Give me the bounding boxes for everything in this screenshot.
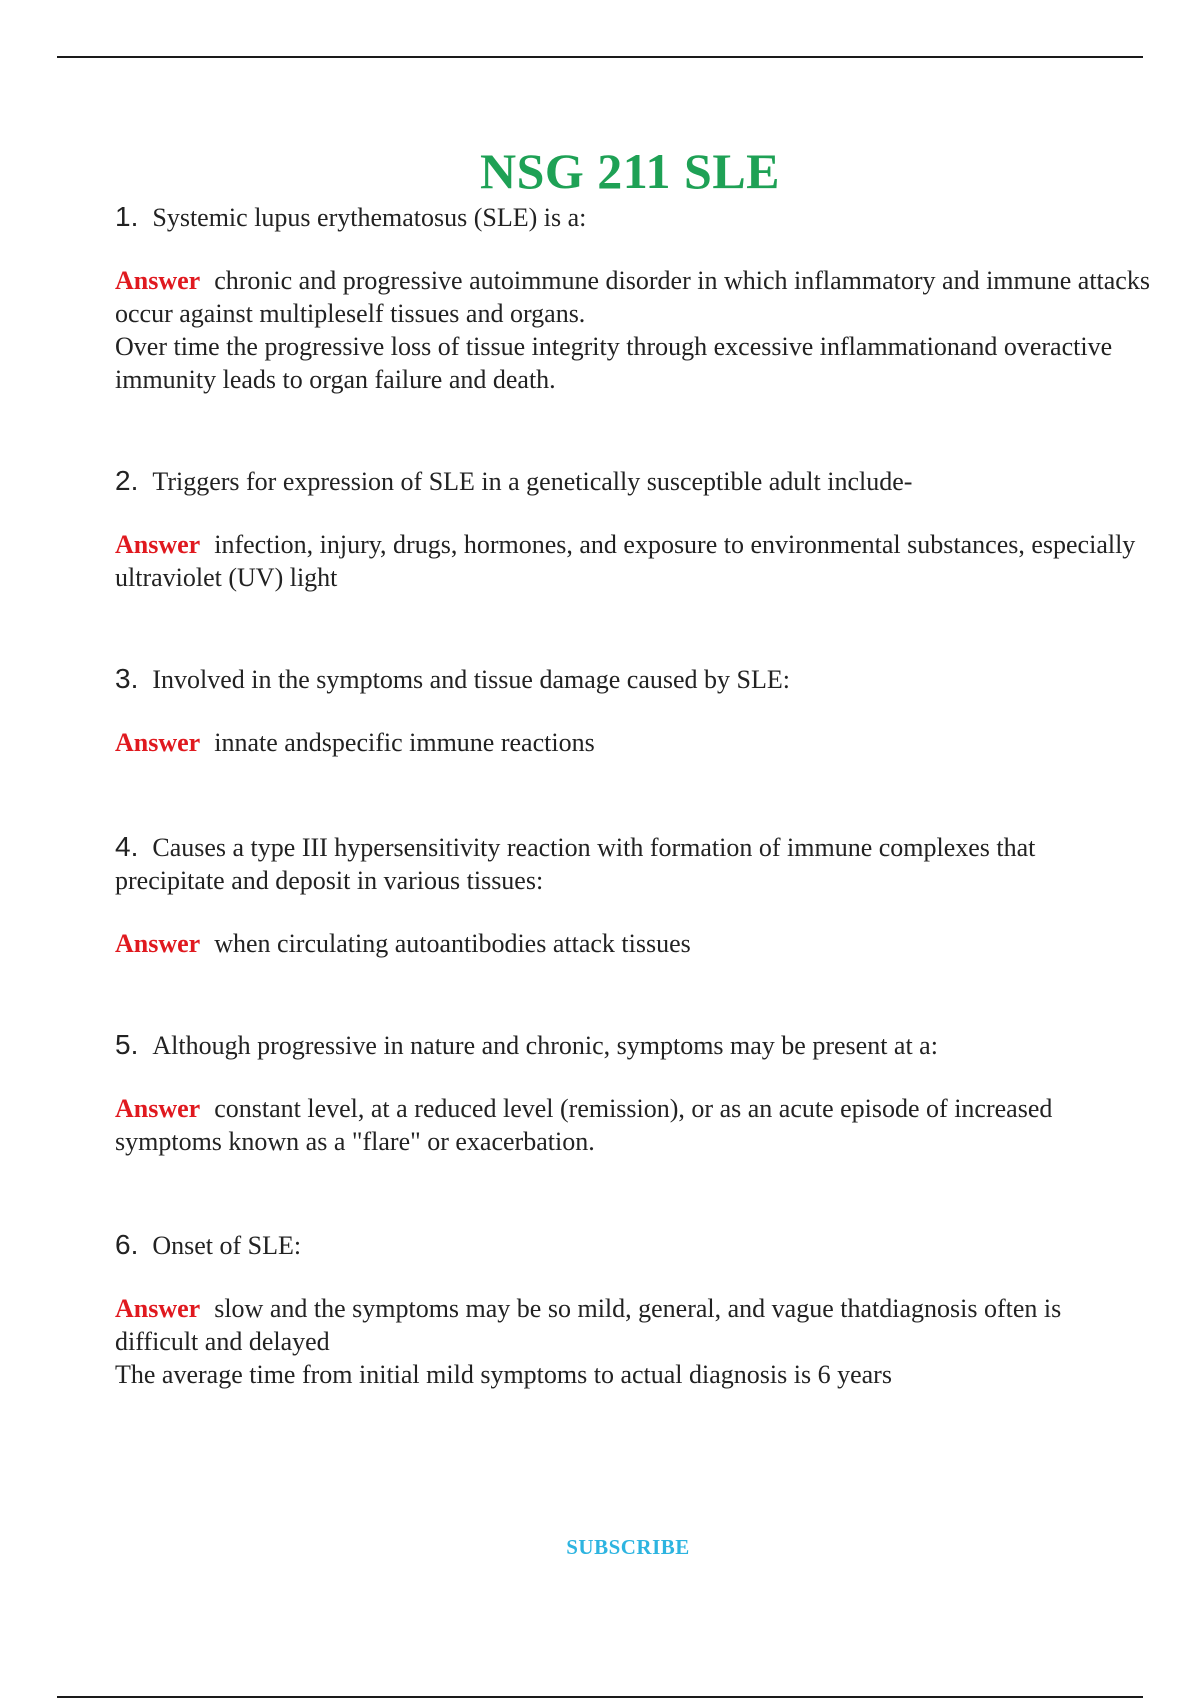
question-number: 5.	[115, 1029, 139, 1060]
question-number: 2.	[115, 465, 139, 496]
question-text: Triggers for expression of SLE in a genetically susceptible adult include-	[152, 467, 913, 496]
answer-text: The average time from initial mild symptoms to actual diagnosis is 6 years	[115, 1360, 892, 1389]
question-4	[115, 830, 1150, 897]
question-text: Involved in the symptoms and tissue damage caused by SLE:	[152, 665, 790, 694]
question-number: 6.	[115, 1229, 139, 1260]
answer-text: innate andspecific immune reactions	[214, 728, 595, 757]
answer-label: Answer	[115, 530, 201, 559]
question-1	[115, 200, 1150, 234]
answer-4	[115, 927, 1150, 960]
answer-label: Answer	[115, 266, 201, 295]
question-text: Systemic lupus erythematosus (SLE) is a:	[152, 203, 587, 232]
question-number: 4.	[115, 831, 139, 862]
qa-item-3	[115, 662, 1150, 759]
answer-5	[115, 1092, 1150, 1158]
top-rule	[57, 56, 1143, 58]
answer-text: infection, injury, drugs, hormones, and exposure to environmental substances, especially ultraviolet (UV) light	[115, 530, 1136, 592]
qa-item-5	[115, 1028, 1150, 1158]
answer-text: Over time the progressive loss of tissue integrity through excessive inflammationand overactive immunity leads to organ failure and death.	[115, 332, 1113, 394]
answer-2	[115, 528, 1150, 594]
question-3	[115, 662, 1150, 696]
question-text: Causes a type III hypersensitivity reaction with formation of immune complexes that precipitate and deposit in various tissues:	[115, 833, 1036, 895]
answer-label: Answer	[115, 1094, 201, 1123]
answer-6	[115, 1292, 1150, 1391]
answer-text: slow and the symptoms may be so mild, general, and vague thatdiagnosis often is difficult and delayed	[115, 1294, 1062, 1356]
question-6	[115, 1228, 1150, 1262]
qa-item-1	[115, 200, 1150, 396]
question-number: 1.	[115, 201, 139, 232]
answer-3	[115, 726, 1150, 759]
qa-item-6	[115, 1228, 1150, 1391]
answer-label: Answer	[115, 929, 201, 958]
answer-text: constant level, at a reduced level (remission), or as an acute episode of increased symptoms known as a "flare" or exacerbation.	[115, 1094, 1053, 1156]
answer-text: chronic and progressive autoimmune disorder in which inflammatory and immune attacks occur against multipleself tissues and organs.	[115, 266, 1150, 328]
answer-text: when circulating autoantibodies attack tissues	[214, 929, 691, 958]
question-number: 3.	[115, 663, 139, 694]
qa-item-2	[115, 464, 1150, 594]
question-text: Although progressive in nature and chronic, symptoms may be present at a:	[152, 1031, 938, 1060]
answer-label: Answer	[115, 728, 201, 757]
answer-1	[115, 264, 1150, 396]
bottom-rule	[57, 1696, 1143, 1698]
qa-item-4	[115, 830, 1150, 960]
document-title: NSG 211 SLE	[479, 142, 781, 199]
subscribe-link[interactable]: SUBSCRIBE	[566, 1535, 690, 1559]
question-5	[115, 1028, 1150, 1062]
answer-label: Answer	[115, 1294, 201, 1323]
question-2	[115, 464, 1150, 498]
question-text: Onset of SLE:	[152, 1231, 302, 1260]
